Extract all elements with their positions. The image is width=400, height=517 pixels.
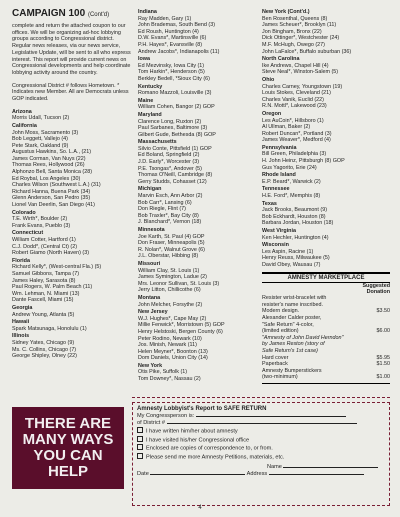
marketplace-item: [262, 302, 390, 309]
member-entry: T.E. Wirth*, Boulder (2): [12, 216, 68, 223]
congress-blank[interactable]: [196, 416, 346, 417]
coupon-option[interactable]: [137, 444, 385, 453]
state-heading: Oregon: [262, 110, 282, 117]
member-entry: John LaFalce*, Buffalo suburban (36): [262, 48, 352, 55]
member-entry: Frank Evans, Pueblo (3): [12, 222, 71, 229]
state-heading: Hawaii: [12, 319, 30, 326]
name-field[interactable]: [137, 464, 385, 471]
help-banner: [12, 407, 124, 489]
member-entry: William Cohen, Bangor (2) GOP: [138, 104, 215, 111]
state-heading: Arizona: [12, 108, 32, 115]
member-entry: Dom Daniels, Union City (14): [138, 355, 208, 362]
member-entry: James Symington, Ladue (2): [138, 274, 207, 281]
member-entry: Andrew Jacobs*, Indianapolis (11): [138, 48, 220, 55]
member-entry: P.H. Hayes*, Evansville (8): [138, 41, 203, 48]
member-entry: Ike Andrews, Chapel Hill (4): [262, 62, 329, 69]
marketplace-item-text: (two-minimum): [262, 374, 298, 381]
marketplace-item-price: $3.50: [376, 308, 390, 315]
marketplace-item-text: Alexander Calder poster,: [262, 314, 322, 321]
state-heading: West Virginia: [262, 228, 296, 234]
member-entry: Tom Downey*, Nassau (2): [138, 376, 201, 383]
member-entry: J.L. Oberstar, Hibbing (8): [138, 253, 199, 260]
member-entry: Bob Eckhardt, Houston (8): [262, 213, 326, 220]
member-entry: Helen Meyner*, Boonton (13): [138, 348, 208, 355]
member-entry: James Scheuer*, Brooklyn (11): [262, 22, 337, 29]
name-blank[interactable]: [283, 467, 378, 468]
member-entry: Tom Harkin*, Henderson (5): [138, 69, 205, 76]
marketplace-item: [262, 348, 390, 355]
member-entry: Barbara Jordan, Houston (18): [262, 220, 334, 227]
member-entry: William Cotter, Hartford (1): [12, 237, 76, 244]
member-entry: Mrs. Leonor Sullivan, St. Louis (3): [138, 280, 220, 287]
member-entry: Millie Fenwick*, Morristown (5) GOP: [138, 322, 225, 329]
member-entry: Bob Carr*, Lansing (6): [138, 199, 192, 206]
member-entry: Gus Yagorito, Erie (24): [262, 164, 317, 171]
marketplace-item-text: Paperback: [262, 361, 288, 368]
marketplace-item-price: $1.00: [376, 374, 390, 381]
state-heading: Pennsylvania: [262, 144, 297, 151]
member-entry: W.J. Hughes*, Cape May (2): [138, 315, 207, 322]
member-entry: Jos. Minish, Newark (11): [138, 342, 197, 349]
state-heading: Kentucky: [138, 83, 163, 90]
state-heading: Indiana: [138, 9, 157, 15]
state-heading: Connecticut: [12, 230, 44, 237]
member-entry: Samuel Gibbons, Tampa (7): [12, 270, 80, 277]
state-heading: New York: [138, 362, 163, 369]
marketplace-item: [262, 328, 390, 335]
member-entry: Les Aspin, Racine (1): [262, 248, 314, 255]
member-entry: Silvio Conte, Pittsfield (1) GOP: [138, 145, 212, 152]
coupon-title: Amnesty Lobbyist's Report to SAFE RETURN: [137, 406, 267, 412]
member-entry: John Moss, Sacramento (3): [12, 129, 79, 136]
coupon-option[interactable]: [137, 453, 385, 462]
member-entry: C.J. Dodd*, (Central Ct) (2): [12, 243, 78, 250]
marketplace-item: [262, 322, 390, 329]
marketplace-item: [262, 335, 390, 342]
member-entry: Bob Traxler*, Bay City (8): [138, 212, 199, 219]
coupon-option-label: Please send me more Amnesty Petitions, materials, etc.: [146, 454, 285, 460]
member-entry: James Weaver*, Medford (4): [262, 137, 331, 144]
state-heading: North Carolina: [262, 56, 300, 63]
marketplace-item: [262, 308, 390, 315]
column-middle: [138, 8, 256, 383]
column-left: [12, 8, 131, 360]
member-entry: Andrew Young, Atlanta (5): [12, 311, 75, 318]
marketplace-item: [262, 315, 390, 322]
marketplace-item-price: $1.50: [376, 361, 390, 368]
state-heading: Florida: [12, 257, 30, 264]
member-entry: Ms. C. Collins, Chicago (7): [12, 346, 77, 353]
member-list-2: [138, 9, 256, 383]
member-entry: Ed Roush, Huntington (4): [138, 28, 199, 35]
member-entry: Robert Giamo (North Haven) (3): [12, 250, 89, 257]
member-entry: Henry Reuss, Milwaukee (5): [262, 255, 330, 262]
congress-field[interactable]: [137, 413, 385, 420]
member-entry: Steve Neal*, Winston-Salem (5): [262, 69, 339, 76]
member-entry: Robert Duncan*, Portland (3): [262, 130, 332, 137]
member-entry: Bill Green, Philadelphia (3): [262, 151, 327, 158]
state-heading: Illinois: [12, 333, 30, 340]
state-heading: Ohio: [262, 76, 275, 83]
member-entry: R. Nolan*, Walnut Grove (6): [138, 246, 205, 253]
member-entry: Richard Hanna, Buena Park (34): [12, 188, 91, 195]
member-entry: Charles Vanik, Euclid (22): [262, 96, 324, 103]
member-entry: Alphonzo Bell, Santa Monica (28): [12, 169, 93, 176]
campaign-legend: Congressional District # follows Hometown. * Indicates new Member. All are Democrats unless GOP indicated.: [12, 82, 129, 103]
marketplace-item-text: Resister wrist-bracelet with: [262, 295, 327, 302]
member-entry: Peter Rodino, Newark (10): [138, 335, 202, 342]
member-entry: Otis Pike, Suffolk (1): [138, 369, 188, 376]
state-heading: Tennessee: [262, 186, 290, 193]
marketplace-title: AMNESTY MARKETPLACE: [262, 272, 390, 284]
member-entry: Morris Udall, Tucson (2): [12, 115, 70, 122]
member-entry: P.E. Tsongas*, Andover (5): [138, 165, 202, 172]
marketplace-item: [262, 361, 390, 368]
member-entry: Les AuCoin*, Hillsboro (1): [262, 117, 324, 124]
checkbox[interactable]: [137, 444, 143, 450]
state-heading: Georgia: [12, 304, 33, 311]
state-heading: Rhode Island: [262, 172, 296, 179]
marketplace-item-text: Modern design.: [262, 308, 300, 315]
member-entry: Ken Hechler, Huntington (4): [262, 234, 329, 241]
lobbyist-coupon: [132, 402, 390, 506]
member-entry: Jack Brooks, Beaumont (9): [262, 207, 328, 214]
coupon-options: [137, 427, 385, 461]
member-entry: John Brademas, South Bend (3): [138, 22, 216, 29]
congress-label: My Congressperson is:: [137, 413, 195, 419]
state-heading: Michigan: [138, 186, 162, 193]
marketplace-item: [262, 341, 390, 348]
member-entry: Al Ullman, Baker (2): [262, 124, 311, 131]
coupon-option-label: Enclosed are copies of correspondence to, or from.: [146, 445, 273, 452]
help-banner-text: THERE ARE MANY WAYS YOU CAN HELP: [22, 415, 114, 480]
coupon-cut-line: [132, 397, 390, 398]
date-label: Date: [137, 471, 149, 477]
member-entry: M.F. McHugh, Owego (27): [262, 41, 325, 48]
member-entry: R.N. Mottl*, Lakewood (23): [262, 103, 327, 110]
member-entry: Thomas Rees, Hollywood (26): [12, 162, 85, 169]
checkbox[interactable]: [137, 427, 143, 433]
member-entry: Glenn Anderson, San Pedro (35): [12, 195, 91, 202]
district-field[interactable]: [137, 420, 385, 427]
member-entry: Joe Karth, St. Paul (4) GOP: [138, 233, 205, 240]
member-entry: James Corman, Van Nuys (22): [12, 155, 86, 162]
member-entry: Thomas O'Neill, Cambridge (8): [138, 172, 213, 179]
district-blank[interactable]: [167, 423, 357, 424]
member-list-3: [262, 9, 390, 269]
marketplace-item-text: resister's name inscribed.: [262, 301, 323, 308]
state-heading: Montana: [138, 294, 161, 301]
marketplace-list: [262, 295, 390, 384]
member-entry: Augustus Hawkins, So. L.A., (21): [12, 149, 92, 156]
state-heading: Texas: [262, 200, 277, 207]
marketplace-item-price: $6.00: [376, 328, 390, 335]
member-entry: E.P. Beard*, Warwick (2): [262, 178, 321, 185]
member-entry: Ed Roybal, Los Angeles (30): [12, 175, 81, 182]
date-blank[interactable]: [150, 474, 245, 475]
member-entry: Don Fraser, Minneapolis (5): [138, 240, 205, 247]
member-entry: William Clay, St. Louis (1): [138, 267, 200, 274]
marketplace-item-text: by James Reston (story of: [262, 341, 325, 348]
date-address-field[interactable]: [137, 471, 385, 478]
member-entry: Paul Rogers, W. Palm Beach (11): [12, 284, 93, 291]
member-entry: Marvin Esch, Ann Arbor (2): [138, 193, 203, 200]
member-entry: Gerry Studds, Cohasset (12): [138, 178, 207, 185]
member-entry: Ed Mezvinsky, Iowa City (1): [138, 62, 205, 69]
state-heading: Wisconsin: [262, 242, 289, 249]
member-entry: David Obey, Wausau (7): [262, 261, 321, 268]
member-entry: J.D. Early*, Worcester (3): [138, 159, 200, 166]
member-entry: Gilbert Gude, Bethesda (8) GOP: [138, 131, 216, 138]
page-number: 4: [198, 505, 202, 511]
coupon-option-label: I have visited his/her Congressional office: [146, 437, 250, 443]
state-heading: Missouri: [138, 260, 161, 267]
member-entry: Paul Sarbanes, Baltimore (3): [138, 125, 208, 132]
state-heading: Maryland: [138, 111, 162, 118]
member-entry: Henry Helstoski, Bergen County (6): [138, 328, 223, 335]
member-entry: Jon Bingham, Bronx (22): [262, 28, 322, 35]
marketplace-item-text: "Amnesty of John David Herndon": [262, 334, 344, 341]
member-entry: Lionel Van Deerlin, San Diego (41): [12, 202, 95, 209]
marketplace-item: [262, 295, 390, 302]
marketplace-item-text: Amnesty Bumperstickers: [262, 367, 322, 374]
member-entry: Ben Rosenthal, Queens (8): [262, 15, 328, 22]
member-entry: Louis Stokes, Cleveland (21): [262, 90, 331, 97]
member-entry: J. Blanchard*, Vernon (18): [138, 219, 202, 226]
coupon-option[interactable]: [137, 436, 385, 445]
marketplace-item-text: "Safe Return" 4-color,: [262, 321, 314, 328]
member-list-1: [12, 109, 131, 360]
state-heading: Colorado: [12, 209, 36, 216]
marketplace-item: [262, 355, 390, 362]
marketplace-item-text: Hard cover: [262, 354, 289, 361]
member-entry: Ed Boland, Springfield (2): [138, 152, 200, 159]
name-label: Name: [267, 464, 282, 470]
state-heading: Maine: [138, 97, 154, 104]
marketplace-item: [262, 374, 390, 384]
state-heading: New York (Cont'd.): [262, 9, 310, 15]
member-entry: Charles Wilson (Southwest L.A.) (31): [12, 182, 101, 189]
member-entry: Berkley Bedell, *Sioux City (6): [138, 75, 210, 82]
marketplace-item: [262, 368, 390, 375]
checkbox[interactable]: [137, 453, 143, 459]
marketplace-item-price: $5.95: [376, 354, 390, 361]
member-entry: H. John Heinz, Pittsburgh (8) GOP: [262, 158, 345, 165]
member-entry: H.E. Ford*, Memphis (8): [262, 193, 321, 200]
member-entry: Dante Fascell, Miami (15): [12, 297, 74, 304]
member-entry: John Melcher, Forsythe (2): [138, 301, 203, 308]
state-heading: Iowa: [138, 56, 150, 63]
member-entry: Romano Mazzoli, Louisville (3): [138, 90, 212, 97]
column-right: [262, 8, 390, 384]
state-heading: Massachusetts: [138, 139, 177, 146]
address-label: Address: [246, 471, 268, 477]
state-heading: Minnesota: [138, 227, 165, 233]
member-entry: James Haley, Sarasota (8): [12, 277, 76, 284]
marketplace-item-text: Safe Return's 1st case): [262, 347, 318, 354]
member-entry: Don Riegle, Flint (7): [138, 206, 186, 213]
member-entry: Wm. Lehman, N. Miami (13): [12, 290, 80, 297]
member-entry: Charles Carney, Youngstown (19): [262, 83, 343, 90]
coupon-option[interactable]: [137, 427, 385, 436]
coupon-option-label: I have written him/her about amnesty: [146, 428, 238, 435]
member-entry: Spark Matsunaga, Honolulu (1): [12, 325, 87, 332]
district-label: of District #: [137, 420, 165, 426]
member-entry: Pete Stark, Oakland (9): [12, 142, 69, 149]
member-entry: Dick Ottinger*, Westchester (24): [262, 35, 340, 42]
member-entry: Sidney Yates, Chicago (9): [12, 339, 75, 346]
address-blank[interactable]: [269, 474, 364, 475]
member-entry: George Shipley, Olney (22): [12, 353, 77, 360]
marketplace-item-text: (limited edition): [262, 328, 299, 335]
campaign-intro: complete and return the attached coupon to our offices. We will be organizing ad-hoc lobbying groups according to Congressional district. Regular news releases, via our news service, Legislative Update, will be sent to all who express interest. This report will provide current news on Congressional developments and help coordinate lobbying activity around the country.: [12, 23, 131, 76]
marketplace-donation: Donation: [366, 289, 390, 296]
checkbox[interactable]: [137, 436, 143, 442]
member-entry: Jerry Litton, Chillicothe (6): [138, 287, 201, 294]
marketplace-suggested: Suggested: [362, 283, 390, 290]
member-entry: Ray Madden, Gary (1): [138, 15, 192, 22]
campaign-title: CAMPAIGN 100 (Cont'd): [12, 8, 110, 19]
member-entry: D.W. Evans*, Martinsville (6): [138, 35, 207, 42]
member-entry: Clarence Long, Ruxton (2): [138, 118, 202, 125]
state-heading: New Jersey: [138, 309, 168, 316]
member-entry: Bob Leggett, Vallejo (4): [12, 136, 68, 143]
member-entry: Richard Kelly*, (West-central Fla.) (5): [12, 264, 102, 271]
state-heading: California: [12, 122, 37, 129]
